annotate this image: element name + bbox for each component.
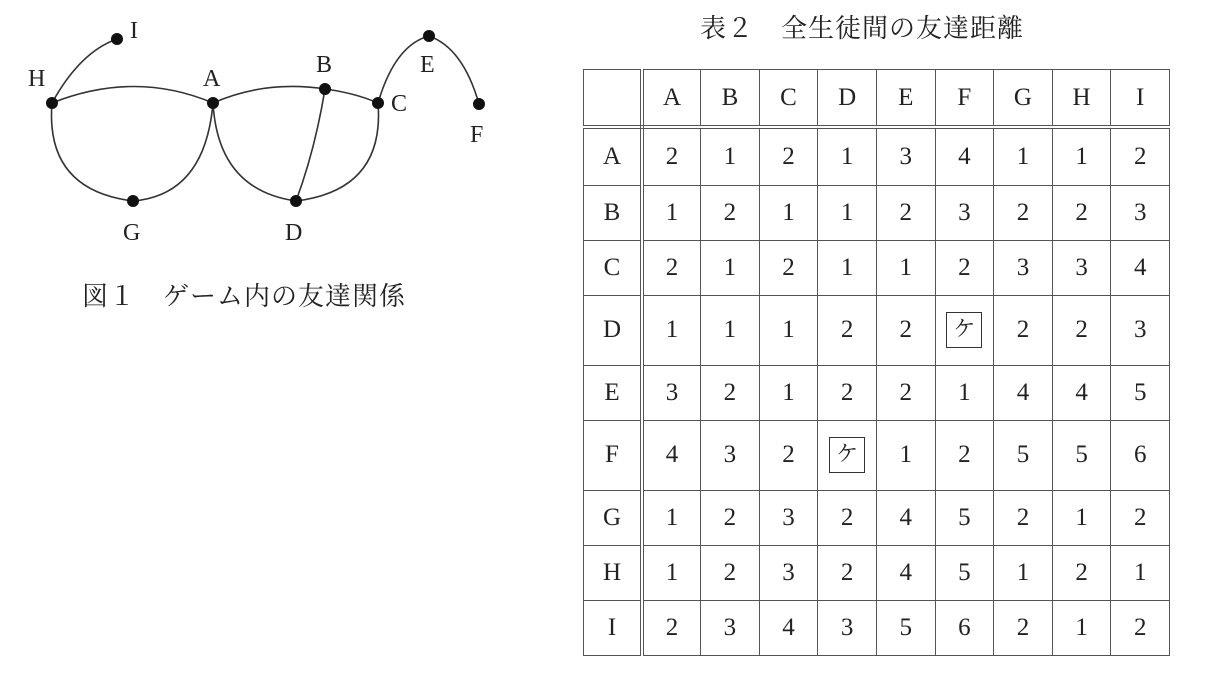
table-cell: 1	[701, 240, 760, 295]
edge-A-D	[213, 103, 296, 201]
table-cell: 1	[1052, 490, 1111, 545]
table-cell: 4	[759, 600, 818, 655]
table-cell: 5	[935, 545, 994, 600]
table-cell: 1	[876, 240, 935, 295]
table-cell: 1	[642, 545, 701, 600]
table-cell: 4	[994, 365, 1053, 420]
table-cell: 1	[1052, 600, 1111, 655]
table-cell: 4	[876, 545, 935, 600]
edge-A-B	[213, 86, 325, 103]
table-cell: 2	[1111, 600, 1170, 655]
column-header: I	[1111, 70, 1170, 128]
edge-B-C	[325, 89, 378, 103]
table-caption: 表２ 全生徒間の友達距離	[700, 14, 1025, 44]
figure-caption: 図１ ゲーム内の友達関係	[82, 282, 407, 312]
edge-E-F	[429, 36, 479, 104]
table-cell: 3	[701, 420, 760, 490]
node-label-A: A	[203, 66, 221, 92]
table-cell: 2	[994, 295, 1053, 365]
table-row	[584, 600, 1170, 655]
table-cell: 4	[1052, 365, 1111, 420]
table-cell: 3	[994, 240, 1053, 295]
table-cell: 2	[876, 295, 935, 365]
table-header-row	[584, 70, 1170, 128]
node-label-F: F	[470, 122, 484, 148]
table-cell: 1	[994, 545, 1053, 600]
table-cell: 5	[1111, 365, 1170, 420]
edge-H-A	[52, 87, 213, 104]
node-label-C: C	[391, 91, 408, 117]
table-cell: 1	[642, 185, 701, 240]
table-cell: 3	[701, 600, 760, 655]
table-cell: 2	[935, 240, 994, 295]
node-label-D: D	[285, 220, 303, 246]
table-cell: 4	[935, 127, 994, 185]
row-header: D	[584, 295, 643, 365]
table-cell: 3	[876, 127, 935, 185]
table-cell: 5	[876, 600, 935, 655]
node-label-H: H	[28, 66, 46, 92]
node-C	[372, 97, 384, 109]
column-header: H	[1052, 70, 1111, 128]
table-row	[584, 420, 1170, 490]
table-cell	[818, 420, 877, 490]
table-cell: 6	[935, 600, 994, 655]
table-cell: 2	[701, 545, 760, 600]
node-D	[290, 195, 302, 207]
table-cell: 2	[1111, 127, 1170, 185]
table-cell: 1	[642, 295, 701, 365]
row-header: I	[584, 600, 643, 655]
table-cell: 3	[1111, 295, 1170, 365]
table-row	[584, 295, 1170, 365]
node-G	[127, 195, 139, 207]
table-cell: 5	[1052, 420, 1111, 490]
table-cell: 4	[876, 490, 935, 545]
table-cell: 2	[1052, 545, 1111, 600]
node-label-E: E	[420, 52, 435, 78]
row-header: A	[584, 127, 643, 185]
table-cell: 1	[818, 185, 877, 240]
column-header: E	[876, 70, 935, 128]
table-cell: 3	[935, 185, 994, 240]
table-cell: 2	[876, 365, 935, 420]
table-cell: 1	[759, 185, 818, 240]
table-cell: 6	[1111, 420, 1170, 490]
node-A	[207, 97, 219, 109]
table-cell: 2	[1052, 185, 1111, 240]
table-cell: 2	[759, 240, 818, 295]
table-cell: 1	[759, 365, 818, 420]
table-corner-cell	[584, 70, 643, 128]
row-header: H	[584, 545, 643, 600]
table-cell: 3	[1111, 185, 1170, 240]
table-cell: 1	[818, 127, 877, 185]
table-cell: 3	[759, 545, 818, 600]
column-header: F	[935, 70, 994, 128]
table-cell: 4	[1111, 240, 1170, 295]
column-header: C	[759, 70, 818, 128]
table-cell: 2	[759, 127, 818, 185]
table-cell: 2	[935, 420, 994, 490]
table-cell: 5	[935, 490, 994, 545]
table-cell: 2	[818, 295, 877, 365]
edge-H-I	[52, 39, 117, 103]
table-cell: 1	[642, 490, 701, 545]
table-cell: 2	[701, 490, 760, 545]
node-label-I: I	[130, 18, 138, 44]
table-cell: 2	[701, 365, 760, 420]
table-cell: 2	[876, 185, 935, 240]
row-header: B	[584, 185, 643, 240]
node-label-B: B	[316, 52, 333, 78]
edge-H-G	[51, 103, 133, 201]
row-header: F	[584, 420, 643, 490]
table-cell: 1	[701, 295, 760, 365]
table-cell: 5	[994, 420, 1053, 490]
row-header: E	[584, 365, 643, 420]
answer-box: ケ	[829, 437, 865, 473]
table-row	[584, 240, 1170, 295]
edge-B-D	[296, 89, 325, 201]
table-cell: 3	[759, 490, 818, 545]
table-cell: 2	[818, 545, 877, 600]
table-cell: 1	[876, 420, 935, 490]
edge-C-D	[296, 103, 379, 201]
table-cell: 1	[994, 127, 1053, 185]
table-cell: 2	[1111, 490, 1170, 545]
table-cell: 1	[759, 295, 818, 365]
table-row	[584, 490, 1170, 545]
table-cell: 2	[759, 420, 818, 490]
table-row	[584, 185, 1170, 240]
table-cell	[935, 295, 994, 365]
table-cell: 3	[1052, 240, 1111, 295]
table-cell: 1	[935, 365, 994, 420]
table-cell: 2	[642, 600, 701, 655]
table-cell: 2	[818, 490, 877, 545]
node-F	[473, 98, 485, 110]
table-cell: 3	[818, 600, 877, 655]
table-cell: 2	[994, 490, 1053, 545]
edge-A-G	[133, 103, 213, 201]
table-cell: 2	[994, 600, 1053, 655]
table-cell: 1	[701, 127, 760, 185]
table-cell: 2	[818, 365, 877, 420]
table-cell: 3	[642, 365, 701, 420]
table-cell: 1	[1111, 545, 1170, 600]
row-header: G	[584, 490, 643, 545]
column-header: G	[994, 70, 1053, 128]
column-header: A	[642, 70, 701, 128]
row-header: C	[584, 240, 643, 295]
table-cell: 1	[818, 240, 877, 295]
node-H	[46, 97, 58, 109]
node-E	[423, 30, 435, 42]
table-cell: 4	[642, 420, 701, 490]
table-cell: 2	[701, 185, 760, 240]
column-header: D	[818, 70, 877, 128]
table-cell: 1	[1052, 127, 1111, 185]
table-cell: 2	[1052, 295, 1111, 365]
node-B	[319, 83, 331, 95]
friendship-graph	[0, 0, 560, 320]
graph-labels	[28, 18, 483, 246]
table-cell: 2	[642, 127, 701, 185]
table-row	[584, 545, 1170, 600]
table-row	[584, 127, 1170, 185]
table-cell: 2	[642, 240, 701, 295]
distance-table	[583, 69, 1170, 656]
column-header: B	[701, 70, 760, 128]
table-row	[584, 365, 1170, 420]
answer-box: ケ	[946, 312, 982, 348]
table-cell: 2	[994, 185, 1053, 240]
node-I	[111, 33, 123, 45]
graph-edges	[51, 36, 479, 201]
node-label-G: G	[123, 220, 141, 246]
